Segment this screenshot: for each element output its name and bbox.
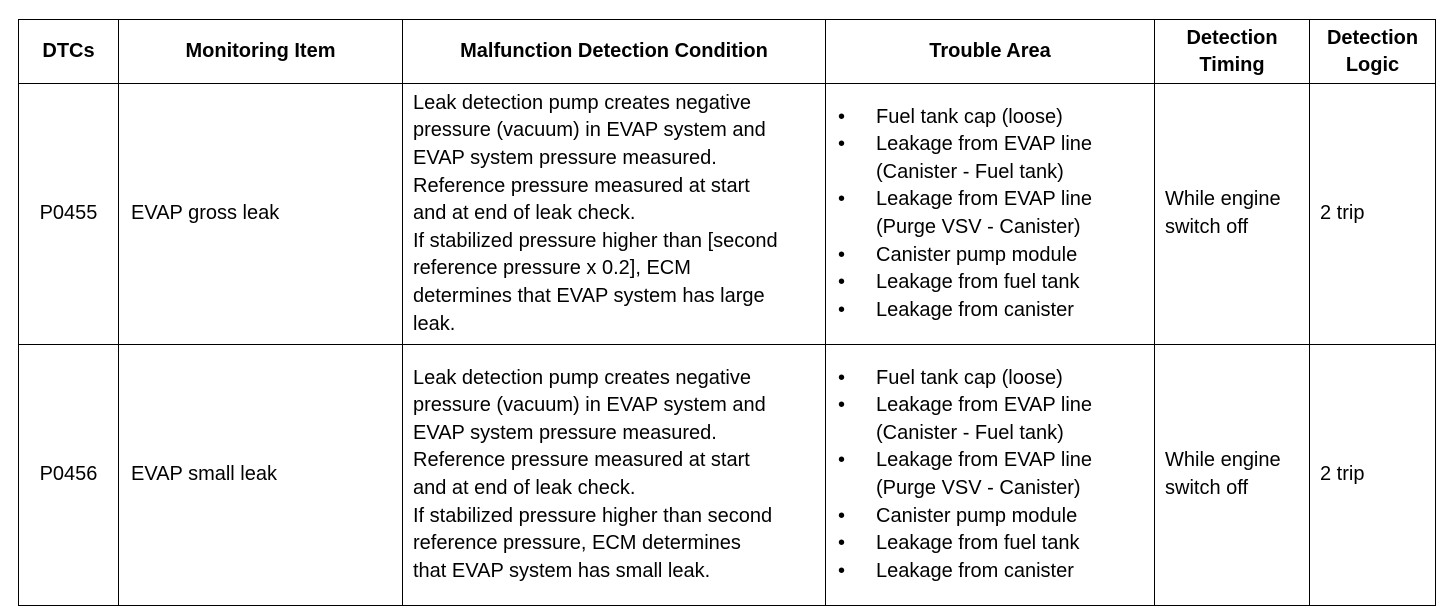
trouble-area-text: Leakage from fuel tank xyxy=(876,271,1080,294)
timing-line: While engine xyxy=(1165,449,1281,472)
bullet-icon: • xyxy=(838,394,846,417)
header-detection-timing xyxy=(1155,20,1310,84)
table-row xyxy=(19,345,1436,606)
header-logic-line: Detection xyxy=(1326,26,1419,49)
header-row xyxy=(19,20,1436,84)
trouble-area-text: Leakage from EVAP line xyxy=(876,133,1093,156)
timing-line: While engine xyxy=(1165,188,1281,211)
header-timing-line: Detection xyxy=(1186,26,1278,49)
bullet-icon: • xyxy=(838,449,846,472)
condition-line: Leak detection pump creates negative xyxy=(413,366,751,389)
trouble-area-text: (Purge VSV - Canister) xyxy=(876,216,1081,238)
condition-line: that EVAP system has small leak. xyxy=(413,559,711,582)
trouble-area-cell xyxy=(826,84,1155,345)
trouble-area-list xyxy=(826,365,1154,586)
condition-line: pressure (vacuum) in EVAP system and xyxy=(413,119,766,142)
dtc-code-cell: P0455 xyxy=(19,84,119,345)
bullet-icon: • xyxy=(838,188,846,211)
detection-logic-cell: 2 trip xyxy=(1310,345,1436,606)
trouble-area-text: (Canister - Fuel tank) xyxy=(876,421,1064,444)
trouble-area-text: (Purge VSV - Canister) xyxy=(876,477,1081,499)
timing-line: switch off xyxy=(1165,216,1248,238)
trouble-area-item xyxy=(838,104,1154,132)
header-detection-logic xyxy=(1310,20,1436,84)
condition-line: EVAP system pressure measured. xyxy=(413,147,717,170)
condition-line: and at end of leak check. xyxy=(413,477,636,499)
condition-line: pressure (vacuum) in EVAP system and xyxy=(413,394,766,417)
trouble-area-item xyxy=(838,131,1154,186)
condition-line: and at end of leak check. xyxy=(413,202,636,225)
bullet-icon: • xyxy=(838,532,846,555)
condition-line: If stabilized pressure higher than second xyxy=(413,504,773,527)
header-condition: Malfunction Detection Condition xyxy=(403,20,826,84)
trouble-area-item xyxy=(838,558,1154,586)
bullet-icon: • xyxy=(838,504,846,527)
header-monitoring-item: Monitoring Item xyxy=(119,20,403,84)
condition-cell xyxy=(403,345,826,606)
header-timing-line: Timing xyxy=(1199,53,1265,76)
dtc-table xyxy=(18,19,1436,606)
condition-line: EVAP system pressure measured. xyxy=(413,421,717,444)
trouble-area-item xyxy=(838,297,1154,325)
trouble-area-text: Leakage from EVAP line xyxy=(876,394,1093,417)
table-body xyxy=(19,84,1436,606)
trouble-area-item xyxy=(838,447,1154,502)
condition-line: Reference pressure measured at start xyxy=(413,174,750,197)
condition-line: If stabilized pressure higher than [second xyxy=(413,229,778,252)
trouble-area-text: Leakage from fuel tank xyxy=(876,532,1080,555)
trouble-area-text: Leakage from canister xyxy=(876,298,1074,321)
bullet-icon: • xyxy=(838,271,846,294)
trouble-area-text: Leakage from EVAP line xyxy=(876,449,1093,472)
trouble-area-text: (Canister - Fuel tank) xyxy=(876,160,1064,183)
condition-line: reference pressure x 0.2], ECM xyxy=(413,257,691,280)
trouble-area-text: Fuel tank cap (loose) xyxy=(876,366,1063,389)
trouble-area-item xyxy=(838,530,1154,558)
bullet-icon: • xyxy=(838,105,846,128)
header-logic-line: Logic xyxy=(1345,53,1400,76)
bullet-icon: • xyxy=(838,559,846,582)
header-dtcs: DTCs xyxy=(19,20,119,84)
trouble-area-cell xyxy=(826,345,1155,606)
detection-timing-cell xyxy=(1155,84,1310,345)
trouble-area-item xyxy=(838,392,1154,447)
bullet-icon: • xyxy=(838,243,846,266)
bullet-icon: • xyxy=(838,366,846,389)
trouble-area-item xyxy=(838,503,1154,531)
trouble-area-text: Canister pump module xyxy=(876,504,1078,527)
bullet-icon: • xyxy=(838,133,846,156)
trouble-area-text: Leakage from canister xyxy=(876,559,1074,582)
trouble-area-item xyxy=(838,365,1154,393)
trouble-area-item xyxy=(838,186,1154,241)
monitoring-item-cell: EVAP gross leak xyxy=(119,84,403,345)
trouble-area-list xyxy=(826,104,1154,325)
table-header xyxy=(19,20,1436,84)
condition-line: Leak detection pump creates negative xyxy=(413,91,751,114)
monitoring-item-cell: EVAP small leak xyxy=(119,345,403,606)
trouble-area-item xyxy=(838,242,1154,270)
condition-line: Reference pressure measured at start xyxy=(413,449,750,472)
bullet-icon: • xyxy=(838,298,846,321)
dtc-code-cell: P0456 xyxy=(19,345,119,606)
trouble-area-text: Fuel tank cap (loose) xyxy=(876,105,1063,128)
timing-line: switch off xyxy=(1165,477,1248,499)
condition-cell xyxy=(403,84,826,345)
condition-line: leak. xyxy=(413,312,456,335)
trouble-area-text: Leakage from EVAP line xyxy=(876,188,1093,211)
trouble-area-text: Canister pump module xyxy=(876,243,1078,266)
condition-line: reference pressure, ECM determines xyxy=(413,532,741,555)
header-trouble-area: Trouble Area xyxy=(826,20,1155,84)
detection-timing-cell xyxy=(1155,345,1310,606)
trouble-area-item xyxy=(838,269,1154,297)
condition-line: determines that EVAP system has large xyxy=(413,284,765,307)
table-row xyxy=(19,84,1436,345)
detection-logic-cell: 2 trip xyxy=(1310,84,1436,345)
